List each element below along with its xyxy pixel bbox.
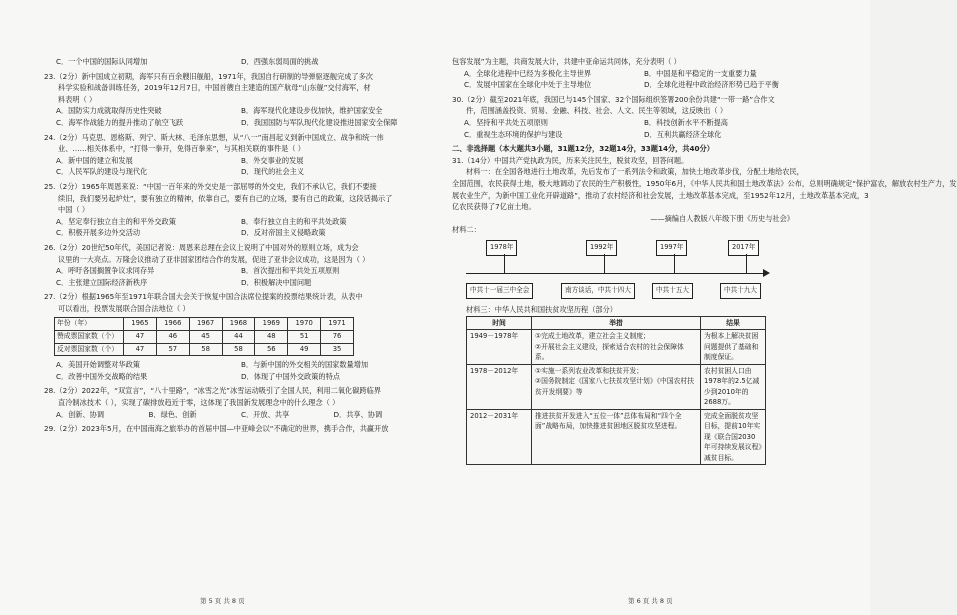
question-25 <box>44 181 426 239</box>
q29-continued: 包容发展”为主题，共商发展大计，共建中亚命运共同体，充分表明（ ） <box>452 57 681 66</box>
question-28 <box>44 385 426 420</box>
table-cell: 2012－2031年 <box>467 409 532 465</box>
option: C．改善中国外交战略的结果 <box>56 371 148 381</box>
table-cell: 35 <box>321 343 354 356</box>
option: B．首次提出和平共处五项原则 <box>241 266 340 276</box>
table-cell: 56 <box>255 343 288 356</box>
option: C．海军作战能力的提升推动了航空飞跃 <box>56 117 184 127</box>
q25-line: 中国（ ） <box>58 205 90 215</box>
option: D．体现了中国外交政策的特点 <box>241 371 340 381</box>
table-cell: 年份（年） <box>55 318 124 331</box>
material-line: 亿农民获得了7亿亩土地。 <box>452 202 536 212</box>
material-source: ——摘编自人教版八年级下册《历史与社会》 <box>650 213 794 223</box>
table-row <box>467 409 766 465</box>
option: C．人民军队的建设与现代化 <box>56 167 148 177</box>
timeline-event: 中共十五大 <box>652 283 693 299</box>
q28-line: 直冷制冰技术（ ），实现了碳排放趋近于零，这体现了我国新发展理念中的什么理念（ ） <box>58 398 340 408</box>
question-30 <box>452 94 824 140</box>
timeline-tick <box>604 254 605 273</box>
option: A．创新、协调 <box>56 409 105 419</box>
table-cell: 1969 <box>255 318 288 331</box>
table-row <box>467 364 766 409</box>
q30-line: 30.（2分）截至2021年底，我国已与145个国家、32个国际组织签署200余份共建“一带一路”合作文 <box>452 94 775 104</box>
timeline-tick <box>746 254 747 273</box>
option: A．坚持和平共处五项原则 <box>464 117 548 127</box>
option: C．一个中国的国际认同增加 <box>56 57 148 66</box>
option: A．美国开始调整对华政策 <box>56 360 140 370</box>
table-cell: 1965 <box>124 318 157 331</box>
timeline-year: 1992年 <box>586 240 617 256</box>
material-line: 材料一：在全国各地进行土地改革，先后发布了一系列法令和政策，加快土地改革步伐，分配土地给农民， <box>466 167 804 177</box>
option: B．科技创新水平不断提高 <box>644 117 728 127</box>
table-cell: 1971 <box>321 318 354 331</box>
table-cell: 47 <box>124 343 157 356</box>
option: D．互利共赢经济全球化 <box>644 129 722 139</box>
left-page <box>44 58 426 598</box>
q26-line: 26.（2分）20世纪50年代，美国记者说：周恩来总理在会议上说明了中国对外的原则立场，成为会 <box>44 242 359 252</box>
material-1 <box>452 166 957 224</box>
page-number: 第 5 页 共 8 页 <box>200 597 245 605</box>
option: D．现代的社会主义 <box>241 167 305 177</box>
material-line: 全国范围，农民获得土地，极大地调动了农民的生产积极性，1950年6月，《中华人民共和国土地改革法》公布，总则明确规定“保护富农，解放农村生产力，发 <box>452 178 957 188</box>
q23-line: 科学实验和战备训练任务，2019年12月7日，中国首艘自主建造的国产航母“山东舰”交付海军，材 <box>58 83 371 93</box>
table-cell: 44 <box>222 331 255 344</box>
timeline-axis <box>466 273 766 274</box>
option: D．反对帝国主义侵略政策 <box>241 228 326 238</box>
table-row <box>467 316 766 330</box>
q24-line: 业、……相关体系中，“打得一拳开，免得百拳来”，与其相关联的事件是（ ） <box>58 144 305 154</box>
option: C．发展中国家在全球化中处于主导地位 <box>464 80 592 90</box>
table-row <box>467 330 766 365</box>
table-row <box>55 331 354 344</box>
timeline-year: 1978年 <box>486 240 517 256</box>
table-cell: 57 <box>156 343 189 356</box>
table-cell: 51 <box>288 331 321 344</box>
q25-line: 续旧，我们要另起炉灶”，要有独立的精神，依靠自己，要有自己的立场，要有自己的政策，这段话揭示了 <box>58 193 393 203</box>
option: D．全球化进程中政治经济形势已趋于平衡 <box>644 80 779 90</box>
table-cell: ①完成土地改革，建立社会主义制度； ②开展社会主义建设，探索适合农村的社会保障体系。 <box>532 330 701 365</box>
material-3-title: 材料三：中华人民共和国扶贫攻坚历程（部分） <box>466 304 617 314</box>
q28-line: 28.（2分）2022年，“双宣言”，“八十里路”，“冰雪之光”冰雪运动吸引了全国人民，利用二氧化碳跨临界 <box>44 386 381 396</box>
q30-line: 件，范围涵盖投资、贸易、金融、科技、社会、人文、民生等领域，这反映出（ ） <box>466 106 728 116</box>
option: D．共享、协调 <box>333 409 383 419</box>
table-cell: 1978－2012年 <box>467 364 532 409</box>
table-cell: 时间 <box>467 316 532 330</box>
option: C．开放、共享 <box>241 409 290 419</box>
option: D．积极解决中国问题 <box>241 277 312 287</box>
table-cell: 为根本上解决贫困问题提供了基础和制度保证。 <box>701 330 766 365</box>
table-cell: 反对票国家数（个） <box>55 343 124 356</box>
timeline <box>466 240 766 302</box>
timeline-year: 1997年 <box>656 240 687 256</box>
table-cell: 1967 <box>189 318 222 331</box>
q23-line: 料表明（ ） <box>58 94 97 104</box>
option: C．重视生态环境的保护与建设 <box>464 129 563 139</box>
q25-line: 25.（2分）1965年周恩来说：“中国一百年来的外交史是一部屈辱的外交史，我们不承认它，我们不要接 <box>44 181 377 191</box>
timeline-tick <box>674 254 675 273</box>
page-number: 第 6 页 共 8 页 <box>628 597 673 605</box>
table-cell: 推进扶贫开发进入“五位一体”总体布局和“四个全面”战略布局，加快推进贫困地区脱贫攻坚进程。 <box>532 409 701 465</box>
timeline-event: 中共十一届三中全会 <box>466 283 533 299</box>
table-cell: 49 <box>288 343 321 356</box>
table-row <box>55 343 354 356</box>
table-cell: 58 <box>222 343 255 356</box>
q27-line: 可以看出，投票发展联合国合法地位（ ） <box>58 303 190 313</box>
option: A．国防实力成就取得历史性突破 <box>56 106 162 116</box>
section-heading: 二、非选择题（本大题共3小题，31题12分，32题14分，33题14分，共40分） <box>452 144 714 154</box>
question-31: 31.（14分）中国共产党执政为民，历来关注民生，脱贫攻坚，回答问题。 <box>452 155 689 165</box>
material-line: 展农业生产，为新中国工业化开辟道路”，推动了农村经济和社会发展，土地改革基本完成，至1952年12月，土地改革基本完成，3 <box>452 190 869 200</box>
q23-line: 23.（2分）新中国成立初期，海军只有百余艘旧舰船，1971年，我国自行研制的导弹驱逐舰完成了多次 <box>44 71 373 81</box>
poverty-table <box>466 316 766 466</box>
arrow-icon <box>763 269 770 277</box>
table-cell: 1966 <box>156 318 189 331</box>
question-23 <box>44 71 426 129</box>
option: D．我国国防与军队现代化建设推进国家安全保障 <box>241 117 398 127</box>
material-2-label: 材料二： <box>452 225 481 235</box>
vote-table <box>54 317 354 356</box>
table-cell: 完成全面脱贫攻坚目标，提前10年实现《联合国2030年可持续发展议程》减贫目标。 <box>701 409 766 465</box>
option: B．外交事业的发展 <box>241 155 304 165</box>
table-cell: 1949－1978年 <box>467 330 532 365</box>
table-row <box>55 318 354 331</box>
option: C．积极开展多边外交活动 <box>56 228 141 238</box>
table-cell: 48 <box>255 331 288 344</box>
table-cell: ①实施一系列农业改革和扶贫开发； ②国务院制定《国家八七扶贫攻坚计划》《中国农村扶贫开发纲要》等 <box>532 364 701 409</box>
option: A．坚定奉行独立自主的和平外交政策 <box>56 216 176 226</box>
table-cell: 结果 <box>701 316 766 330</box>
timeline-event: 南方谈话，中共十四大 <box>561 283 635 299</box>
table-cell: 46 <box>156 331 189 344</box>
table-cell: 58 <box>189 343 222 356</box>
timeline-tick <box>504 254 505 273</box>
table-cell: 举措 <box>532 316 701 330</box>
timeline-year: 2017年 <box>728 240 759 256</box>
option: A．全球化进程中已经为多极化主导世界 <box>464 68 592 78</box>
q26-line: 议里的一大亮点。万隆会议推动了亚非国家团结合作的发展，促进了亚非会议成功，这是因为（ ） <box>58 254 370 264</box>
option: A．呼吁各国搁置争议求同存异 <box>56 266 155 276</box>
option: B．绿色、创新 <box>148 409 197 419</box>
option: A．新中国的建立和发展 <box>56 155 133 165</box>
table-cell: 赞成票国家数（个） <box>55 331 124 344</box>
table-cell: 47 <box>124 331 157 344</box>
question-26 <box>44 242 426 288</box>
table-cell: 76 <box>321 331 354 344</box>
option: D．西强东弱局面的挑战 <box>241 57 319 66</box>
option: B．与新中国的外交相关的国家数量增加 <box>241 360 369 370</box>
table-cell: 1968 <box>222 318 255 331</box>
q24-line: 24.（2分）马克思、恩格斯、列宁、斯大林、毛泽东思想，从“八一”南昌起义到新中国成立、战争和统一伟 <box>44 132 384 142</box>
question-24 <box>44 132 426 178</box>
timeline-event: 中共十九大 <box>720 283 761 299</box>
right-page <box>452 57 957 598</box>
option: C．主张建立国际经济新秩序 <box>56 277 148 287</box>
question-27 <box>44 291 426 382</box>
table-cell: 45 <box>189 331 222 344</box>
question-29: 29.（2分）2023年5月，在中国南海之旅举办的首届中国—中亚峰会以“不确定的世界，携手合作，共赢开放 <box>44 424 389 434</box>
top-options <box>44 56 426 68</box>
option: B．奉行独立自主的和平共处政策 <box>241 216 347 226</box>
q27-line: 27.（2分）根据1965年至1971年联合国大会关于恢复中国合法席位提案的投票结果统计表，从表中 <box>44 292 363 302</box>
table-cell: 1970 <box>288 318 321 331</box>
table-cell: 农村贫困人口由1978年的2.5亿减少到2010年的2688万。 <box>701 364 766 409</box>
option: B．海军现代化建设步伐加快，维护国家安全 <box>241 106 383 116</box>
option: B．中国是和平稳定的一支重要力量 <box>644 68 757 78</box>
